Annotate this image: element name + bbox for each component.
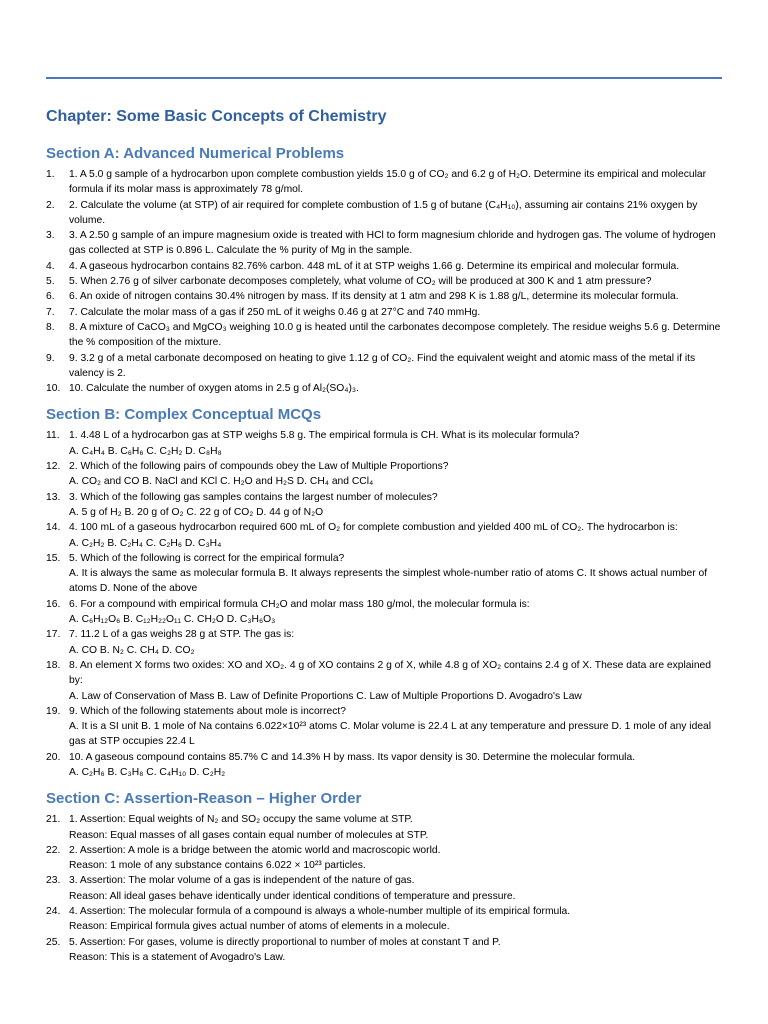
item-text: 8. A mixture of CaCO₃ and MgCO₃ weighing 10.0 g is heated until the carbonates decompose completely. The residue weighs 5.6 g. Determine the % composition of the mixture. bbox=[69, 321, 721, 349]
list-item bbox=[46, 320, 722, 351]
item-body bbox=[69, 551, 722, 597]
item-number: 5. bbox=[46, 276, 55, 288]
item-text: 1. Assertion: Equal weights of N₂ and SO₂ occupy the same volume at STP. bbox=[69, 814, 413, 826]
item-subtext: A. C₂H₆ B. C₃H₈ C. C₄H₁₀ D. C₂H₂ bbox=[69, 766, 226, 778]
list-item bbox=[46, 750, 722, 781]
item-body bbox=[69, 459, 722, 490]
item-text: 10. A gaseous compound contains 85.7% C and 14.3% H by mass. Its vapor density is 30. Determine the molecular formula. bbox=[69, 751, 636, 763]
list-item bbox=[46, 812, 722, 843]
item-text: 7. 11.2 L of a gas weighs 28 g at STP. The gas is: bbox=[69, 629, 295, 641]
list-item bbox=[46, 274, 722, 289]
item-body bbox=[69, 597, 722, 628]
item-text: 10. Calculate the number of oxygen atoms in 2.5 g of Al₂(SO₄)₃. bbox=[69, 383, 359, 395]
item-body bbox=[69, 873, 722, 904]
item-number: 8. bbox=[46, 321, 55, 333]
list-item bbox=[46, 351, 722, 382]
item-body bbox=[69, 305, 722, 320]
item-number: 21. bbox=[46, 814, 61, 826]
item-body bbox=[69, 935, 722, 966]
item-body bbox=[69, 351, 722, 382]
item-number: 2. bbox=[46, 199, 55, 211]
item-text: 8. An element X forms two oxides: XO and XO₂. 4 g of XO contains 2 g of X, while 4.8 g of XO₂ contains 2.4 g of X. These data are explained by: bbox=[69, 659, 711, 687]
list-item bbox=[46, 289, 722, 304]
item-body bbox=[69, 704, 722, 750]
item-number: 15. bbox=[46, 552, 61, 564]
item-number: 18. bbox=[46, 659, 61, 671]
item-subtext: Reason: Empirical formula gives actual number of atoms of elements in a molecule. bbox=[69, 921, 450, 933]
item-subtext: A. C₆H₁₂O₆ B. C₁₂H₂₂O₁₁ C. CH₂O D. C₃H₆O₃ bbox=[69, 614, 276, 626]
list-item bbox=[46, 551, 722, 597]
item-body bbox=[69, 289, 722, 304]
header-rule bbox=[46, 77, 722, 79]
item-subtext: A. It is a SI unit B. 1 mole of Na contains 6.022×10²³ atoms C. Molar volume is 22.4 L at any temperature and pressure D. 1 mole of any ideal gas at STP occupies 22.4 L bbox=[69, 721, 712, 748]
item-number: 25. bbox=[46, 936, 61, 948]
item-body bbox=[69, 198, 722, 229]
item-body bbox=[69, 904, 722, 935]
section bbox=[46, 789, 722, 965]
section-heading: Section B: Complex Conceptual MCQs bbox=[46, 406, 322, 424]
item-body bbox=[69, 627, 722, 658]
item-body bbox=[69, 843, 722, 874]
item-subtext: Reason: This is a statement of Avogadro's Law. bbox=[69, 951, 286, 963]
item-body bbox=[69, 490, 722, 521]
item-text: 4. Assertion: The molecular formula of a compound is always a whole-number multiple of its empirical formula. bbox=[69, 906, 571, 918]
item-number: 23. bbox=[46, 875, 61, 887]
item-body bbox=[69, 428, 722, 459]
item-number: 1. bbox=[46, 169, 55, 180]
list-item bbox=[46, 259, 722, 274]
list-item bbox=[46, 873, 722, 904]
list-item bbox=[46, 198, 722, 229]
item-number: 11. bbox=[46, 430, 60, 442]
item-text: 1. 4.48 L of a hydrocarbon gas at STP weighs 5.8 g. The empirical formula is CH. What is its molecular formula? bbox=[69, 430, 580, 442]
item-text: 2. Assertion: A mole is a bridge between the atomic world and macroscopic world. bbox=[69, 844, 441, 856]
list-item bbox=[46, 459, 722, 490]
list-item bbox=[46, 305, 722, 320]
item-number: 3. bbox=[46, 230, 55, 242]
section-heading: Section C: Assertion-Reason – Higher Order bbox=[46, 790, 362, 808]
item-subtext: Reason: All ideal gases behave identically under identical conditions of temperature and pressure. bbox=[69, 890, 516, 902]
item-text: 1. A 5.0 g sample of a hydrocarbon upon complete combustion yields 15.0 g of CO₂ and 6.2 g of H₂O. Determine its empirical and molecular formula if its molar mass is approximately 78 g/mol. bbox=[69, 169, 707, 196]
item-number: 12. bbox=[46, 461, 61, 473]
item-body bbox=[69, 259, 722, 274]
item-number: 19. bbox=[46, 705, 61, 717]
section-heading: Section A: Advanced Numerical Problems bbox=[46, 145, 345, 162]
list-item bbox=[46, 167, 722, 198]
list-item bbox=[46, 520, 722, 551]
item-text: 6. For a compound with empirical formula CH₂O and molar mass 180 g/mol, the molecular formula is: bbox=[69, 598, 530, 610]
item-text: 9. 3.2 g of a metal carbonate decomposed on heating to give 1.12 g of CO₂. Find the equivalent weight and atomic mass of the metal if its valency is 2. bbox=[69, 352, 696, 379]
item-text: 5. Assertion: For gases, volume is directly proportional to number of moles at constant T and P. bbox=[69, 936, 501, 948]
item-text: 7. Calculate the molar mass of a gas if 250 mL of it weighs 0.46 g at 27°C and 740 mmHg. bbox=[69, 306, 481, 318]
item-text: 2. Calculate the volume (at STP) of air required for complete combustion of 1.5 g of butane (C₄H₁₀), assuming air contains 21% oxygen by volume. bbox=[69, 199, 698, 226]
chapter-title: Chapter: Some Basic Concepts of Chemistry bbox=[46, 108, 387, 125]
item-subtext: Reason: Equal masses of all gases contain equal number of molecules at STP. bbox=[69, 829, 429, 841]
item-subtext: A. C₂H₂ B. C₂H₄ C. C₂H₆ D. C₃H₄ bbox=[69, 537, 222, 549]
item-number: 14. bbox=[46, 522, 61, 534]
item-text: 3. A 2.50 g sample of an impure magnesium oxide is treated with HCl to form magnesium chloride and hydrogen gas. The volume of hydrogen gas collected at STP is 0.896 L. Calculate the % purity of Mg in the sample. bbox=[69, 230, 716, 257]
item-text: 4. 100 mL of a gaseous hydrocarbon required 600 mL of O₂ for complete combustion and yielded 400 mL of CO₂. The hydrocarbon is: bbox=[69, 522, 678, 534]
item-subtext: A. CO B. N₂ C. CH₄ D. CO₂ bbox=[69, 644, 195, 656]
item-text: 3. Assertion: The molar volume of a gas is independent of the nature of gas. bbox=[69, 875, 415, 887]
item-subtext: A. Law of Conservation of Mass B. Law of Definite Proportions C. Law of Multiple Proportions D. Avogadro's Law bbox=[69, 690, 582, 702]
item-number: 7. bbox=[46, 306, 55, 318]
item-number: 16. bbox=[46, 598, 61, 610]
item-number: 17. bbox=[46, 629, 61, 641]
list-item bbox=[46, 597, 722, 628]
item-number: 20. bbox=[46, 751, 61, 763]
item-subtext: A. It is always the same as molecular formula B. It always represents the simplest whole-number ratio of atoms C. It shows actual number of atoms D. None of the above bbox=[69, 568, 708, 595]
item-number: 13. bbox=[46, 491, 61, 503]
item-number: 22. bbox=[46, 844, 61, 856]
item-number: 6. bbox=[46, 291, 55, 303]
item-subtext: A. CO₂ and CO B. NaCl and KCl C. H₂O and H₂S D. CH₄ and CCl₄ bbox=[69, 476, 374, 488]
item-body bbox=[69, 750, 722, 781]
list-item bbox=[46, 843, 722, 874]
item-number: 24. bbox=[46, 906, 61, 918]
item-subtext: A. C₄H₄ B. C₆H₆ C. C₂H₂ D. C₈H₈ bbox=[69, 445, 222, 457]
sections-container bbox=[46, 144, 722, 965]
item-text: 5. When 2.76 g of silver carbonate decomposes completely, what volume of CO₂ will be produced at 300 K and 1 atm pressure? bbox=[69, 276, 652, 288]
item-number: 4. bbox=[46, 260, 55, 272]
item-body bbox=[69, 228, 722, 259]
item-subtext: Reason: 1 mole of any substance contains 6.022 × 10²³ particles. bbox=[69, 860, 366, 872]
item-text: 2. Which of the following pairs of compounds obey the Law of Multiple Proportions? bbox=[69, 461, 449, 473]
item-body bbox=[69, 320, 722, 351]
list-item bbox=[46, 658, 722, 704]
item-text: 9. Which of the following statements about mole is incorrect? bbox=[69, 705, 347, 717]
item-subtext: A. 5 g of H₂ B. 20 g of O₂ C. 22 g of CO₂ D. 44 g of N₂O bbox=[69, 506, 324, 518]
item-number: 9. bbox=[46, 352, 55, 364]
item-number: 10. bbox=[46, 383, 61, 395]
item-text: 5. Which of the following is correct for the empirical formula? bbox=[69, 552, 345, 564]
item-text: 4. A gaseous hydrocarbon contains 82.76% carbon. 448 mL of it at STP weighs 1.66 g. Determine its empirical and molecular formula. bbox=[69, 260, 680, 272]
item-text: 6. An oxide of nitrogen contains 30.4% nitrogen by mass. If its density at 1 atm and 298 K is 1.88 g/L, determine its molecular formula. bbox=[69, 291, 679, 303]
list-item bbox=[46, 627, 722, 658]
list-item bbox=[46, 228, 722, 259]
item-body bbox=[69, 167, 722, 198]
item-body bbox=[69, 274, 722, 289]
document-body bbox=[46, 107, 722, 974]
list-item bbox=[46, 490, 722, 521]
section bbox=[46, 405, 722, 780]
list-item bbox=[46, 428, 722, 459]
list-item bbox=[46, 935, 722, 966]
section bbox=[46, 144, 722, 396]
item-text: 3. Which of the following gas samples contains the largest number of molecules? bbox=[69, 491, 438, 503]
list-item bbox=[46, 704, 722, 750]
list-item bbox=[46, 381, 722, 396]
item-body bbox=[69, 658, 722, 704]
item-body bbox=[69, 812, 722, 843]
item-body bbox=[69, 520, 722, 551]
list-item bbox=[46, 904, 722, 935]
item-body bbox=[69, 381, 722, 396]
